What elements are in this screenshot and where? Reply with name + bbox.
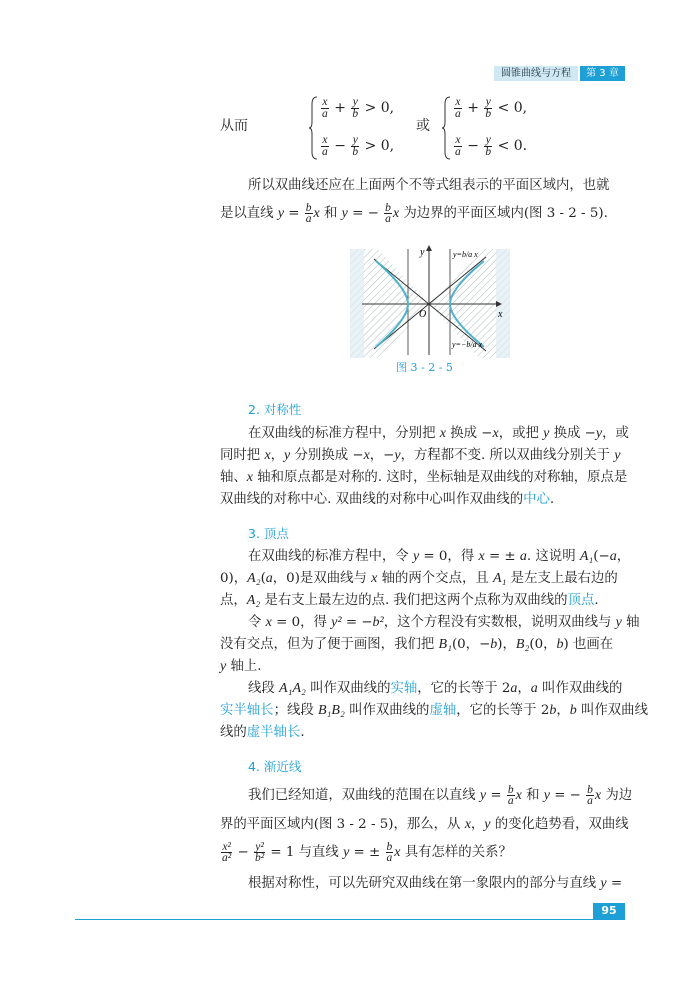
text-run: 0)， [220,571,248,586]
asymptote-negative-label: y=−b/a x [452,340,483,349]
text-line [220,657,628,677]
fraction [351,97,359,119]
text-line [220,468,628,488]
numerator: x [322,96,328,108]
text-run: 在双曲线的标准方程中，分别把 [248,426,440,441]
fraction [351,135,359,157]
highlighted-term: 实轴 [390,681,418,696]
text-line [248,679,628,699]
numerator: y [352,134,358,146]
highlighted-term: 实半轴长 [220,703,274,718]
text-run: ；线段 [273,703,318,718]
text-run: ， [616,549,631,564]
text-run: > 0, [360,100,395,116]
text-line [248,547,631,567]
text-run: )， [497,637,516,652]
text-run: ， [556,703,570,718]
fraction [454,135,462,157]
math-symbol: x [246,470,253,485]
text-run: 具有怎样的关系？ [400,845,512,860]
math-symbol: B₂ [515,637,530,652]
text-line [220,701,648,721]
math-symbol: x [313,206,320,221]
text-run: 轴和原点都是对称的. 这时，坐标轴是双曲线的对称轴，原点是 [253,470,628,485]
text-run: ，这个方程没有实数根，说明双曲线与 [383,615,616,630]
fraction [221,842,232,864]
text-run: . 这说明 [526,549,580,564]
fraction [321,97,329,119]
math-symbol: b [569,703,577,718]
text-run: ) 也画在 [563,637,614,652]
denominator: a [455,145,461,158]
right-brace [441,96,451,160]
text-run: 轴上. [226,659,262,674]
denominator: b [485,107,492,120]
text-run: = [284,206,304,221]
text-run: = [486,788,506,803]
text-run: . [549,492,555,507]
text-run: 的变化趋势看，双曲线 [490,817,629,832]
text-run: 点， [220,593,247,608]
text-run: = 0，得 [419,549,479,564]
math-symbol: A₁ [493,571,507,586]
denominator: a [587,795,593,807]
math-symbol: y [484,817,491,832]
numerator: x [455,134,461,146]
math-symbol: a [265,571,273,586]
math-symbol: a [530,681,538,696]
text-run: < 0, [493,100,528,116]
text-run: + [462,100,484,116]
text-run: 为边界的平面区域内(图 3 - 2 - 5). [399,206,608,221]
math-symbol: x [264,448,271,463]
denominator: b [485,145,492,158]
text-run: − [233,845,253,860]
text-run: 同时把 [220,448,265,463]
text-line [248,176,628,196]
fraction [254,842,265,864]
text-run: + [329,100,351,116]
text-run: 线段 [248,681,280,696]
text-run: 叫作双曲线的 [305,681,391,696]
text-run: . [300,725,305,740]
highlighted-term: 中心 [523,492,550,507]
math-symbol: y [341,206,348,221]
math-symbol: y [394,448,401,463]
numerator: b [507,783,514,796]
text-line [220,490,628,510]
page-number: 95 [593,903,625,919]
math-symbol: a [609,549,617,564]
text-run: ，或 [602,426,629,441]
text-run: ，或把 [498,426,544,441]
text-run: = − [347,206,384,221]
text-run: 叫作双曲线的 [344,703,430,718]
math-symbol: x [439,426,446,441]
math-symbol: x [464,817,471,832]
text-run: = [606,876,623,891]
text-run: ，− [369,448,395,463]
fraction [484,135,492,157]
math-symbol: y [284,448,291,463]
text-run: 令 [248,615,266,630]
numerator: y² [255,840,264,853]
highlighted-term: 顶点 [567,593,595,608]
hyperbola-figure [350,243,510,358]
text-run: = − [341,615,373,630]
denominator: a [385,213,391,225]
math-symbol: x [492,426,499,441]
numerator: b [587,783,593,796]
math-symbol: y [543,788,550,803]
text-run: (0， [529,637,557,652]
math-symbol: y [600,876,607,891]
fraction [454,97,462,119]
text-run: ，0)是双曲线与 [272,571,372,586]
text-run: 所以双曲线还应在上面两个不等式组表示的平面区域内，也就 [248,178,610,193]
denominator: a² [222,852,232,864]
text-run: 和 [319,206,342,221]
text-run: 界的平面区域内(图 3 - 2 - 5)，那么，从 [220,817,465,832]
math-symbol: a [510,681,518,696]
fraction [386,842,394,864]
math-symbol: b [549,703,557,718]
numerator: y [352,96,358,108]
text-run: ， [270,448,285,463]
highlighted-term: 虚轴 [429,703,457,718]
math-symbol: b [490,637,498,652]
denominator: b² [254,852,265,864]
text-line [248,424,628,444]
text-line [220,569,628,589]
math-symbol: y [277,206,285,221]
math-symbol: x [371,571,378,586]
text-run: 双曲线的对称中心. 双曲线的对称中心叫作双曲线的 [220,492,524,507]
text-run: = ± [484,549,520,564]
section-heading-vertex: 3. 顶点 [248,526,289,541]
text-run: 没有交点，但为了便于画图，我们把 [220,637,439,652]
text-line [220,635,628,655]
text-run: 轴 [621,615,640,630]
text-line [220,201,628,225]
denominator: a [386,852,393,864]
math-symbol: x [478,549,485,564]
numerator: b [305,201,312,214]
denominator: b [352,107,359,120]
text-run: 换成 − [549,426,596,441]
fraction [384,203,392,225]
math-symbol: y [479,788,487,803]
math-symbol: A₁A₂ [279,681,306,696]
text-line [248,874,628,894]
text-run: ，它的长等于 2 [417,681,511,696]
text-run: 换成 − [445,426,493,441]
text-line [220,815,628,835]
math-symbol: y [220,659,227,674]
math-symbol: x [265,615,272,630]
math-symbol: b² [372,615,384,630]
figure-caption: 图 3 - 2 - 5 [396,361,453,374]
fraction [321,135,329,157]
x-label: x [498,309,503,320]
text-run: (0，− [451,637,491,652]
text-line [220,446,628,466]
numerator: y [485,134,491,146]
footer-rule [75,919,625,920]
text-run: 叫作双曲线 [576,703,648,718]
numerator: x² [222,840,231,853]
text-run: ，它的长等于 2 [456,703,550,718]
left-brace [308,96,318,160]
text-line [220,840,628,864]
math-symbol: A₁ [579,549,594,564]
denominator: b [352,145,359,158]
text-run: 线的 [220,725,247,740]
fraction [484,97,492,119]
text-run: . [594,593,599,608]
math-symbol: b [556,637,564,652]
text-run: = ± [349,845,385,860]
text-run: > 0, [360,138,395,154]
numerator: x [322,134,328,146]
section-heading-symmetry: 2. 对称性 [248,402,302,417]
text-run: ， [470,817,485,832]
math-symbol: x [394,845,401,860]
math-symbol: x [594,788,602,803]
system-right-1 [453,96,527,120]
math-symbol: y [412,549,420,564]
math-symbol: B₁ [438,637,452,652]
text-run: 叫作双曲线的 [537,681,623,696]
numerator: y [485,96,491,108]
text-line [248,613,640,633]
text-run: 根据对称性，可以先研究双曲线在第一象限内的部分与直线 [248,876,601,891]
text-run: − [329,138,351,154]
math-symbol: A₂ [247,571,261,586]
text-run: ，方程都不变. 所以双曲线分别关于 [400,448,615,463]
denominator: a [305,213,312,225]
text-run: 在双曲线的标准方程中，令 [248,549,413,564]
lead-text: 从而 [220,118,248,134]
text-run: 和 [521,788,544,803]
math-symbol: B₁B₂ [318,703,345,718]
or-text: 或 [416,118,430,134]
math-symbol: y [543,426,550,441]
fraction [305,203,313,225]
text-run: ( [260,571,266,586]
text-run: 是右支上最左边的点. 我们把这两个点称为双曲线的 [260,593,568,608]
text-line [248,783,633,807]
text-run: = − [549,788,586,803]
math-symbol: y [343,845,350,860]
numerator: x [455,96,461,108]
chapter-number: 第 3 章 [580,66,625,81]
denominator: a [455,107,461,120]
text-run: 我们已经知道，双曲线的范围在以直线 [248,788,480,803]
system-left-1 [320,96,394,120]
text-run: ， [517,681,531,696]
math-symbol: A₂ [246,593,261,608]
denominator: a [322,107,328,120]
text-run: = 1 与直线 [266,845,344,860]
highlighted-term: 虚半轴长 [246,725,301,740]
section-heading-asymptote: 4. 渐近线 [248,759,302,774]
text-run: (− [593,549,610,564]
math-symbol: a [519,549,527,564]
text-run: < 0. [493,138,528,154]
math-symbol: y [614,448,621,463]
fraction [507,785,515,807]
text-run: − [462,138,484,154]
system-right-2 [453,134,527,158]
system-left-2 [320,134,394,158]
y-arrow [426,245,432,251]
math-symbol: x [392,206,400,221]
text-run: 轴的两个交点，且 [377,571,493,586]
math-symbol: y [615,615,622,630]
asymptote-positive-label: y=b/a x [453,250,478,259]
numerator: b [386,840,393,853]
chapter-title: 圆锥曲线与方程 [494,66,578,81]
origin-label: O [419,309,427,320]
math-symbol: y² [331,615,342,630]
text-run: 分别换成 − [290,448,364,463]
fraction [586,785,594,807]
text-run: = 0，得 [271,615,332,630]
math-symbol: y [595,426,603,441]
denominator: a [507,795,514,807]
text-line [220,591,628,611]
text-run: 为边 [601,788,633,803]
numerator: b [385,201,391,214]
text-run: 轴、 [220,470,247,485]
text-run: 是左支上最右边的 [506,571,618,586]
math-symbol: x [515,788,522,803]
math-symbol: x [363,448,370,463]
text-line [220,723,628,743]
text-run: 是以直线 [220,206,278,221]
denominator: a [322,145,328,158]
y-label: y [420,247,425,258]
